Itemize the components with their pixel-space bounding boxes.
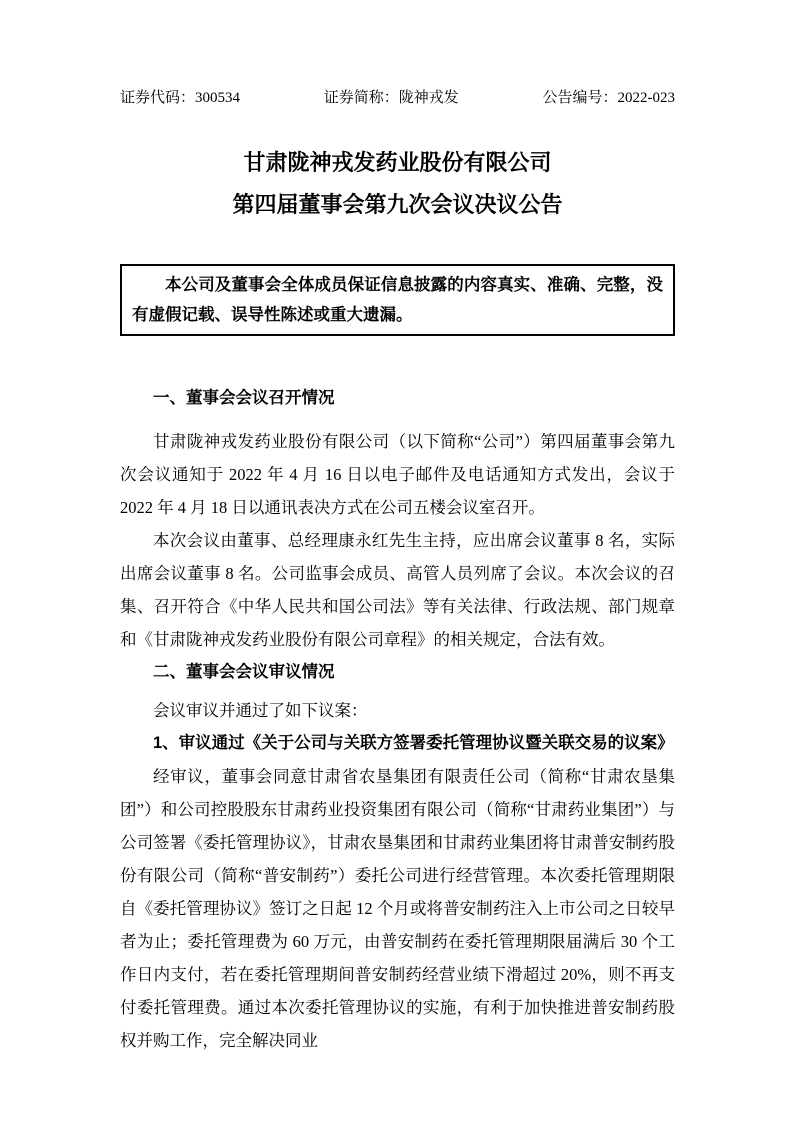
section-2-intro: 会议审议并通过了如下议案：	[153, 701, 368, 720]
section-1-paragraph-1: 甘肃陇神戎发药业股份有限公司（以下简称“公司”）第四届董事会第九次会议通知于 2022 年 4 月 16 日以电子邮件及电话通知方式发出，会议于 2022 年 4 月 18 日以通讯表决方式在公司五楼会议室召开。	[120, 432, 675, 517]
resolution-1-body: 经审议，董事会同意甘肃省农垦集团有限责任公司（简称“甘肃农垦集团”）和公司控股股东甘肃药业投资集团有限公司（简称“甘肃药业集团”）与公司签署《委托管理协议》，甘肃农垦集团和甘肃药业集团将甘肃普安制药股份有限公司（简称“普安制药”）委托公司进行经营管理。本次委托管理期限自《委托管理协议》签订之日起 12 个月或将普安制药注入上市公司之日较早者为止；委托管理费为 60 万元，由普安制药在委托管理期限届满后 30 个工作日内支付，若在委托管理期间普安制药经营业绩下滑超过 20%，则不再支付委托管理费。通过本次委托管理协议的实施，有利于加快推进普安制药股权并购工作，完全解决同业	[120, 767, 675, 1050]
resolution-1-heading: 1、审议通过《关于公司与关联方签署委托管理协议暨关联交易的议案》	[153, 734, 674, 752]
disclaimer-box	[120, 264, 675, 336]
section-1-paragraph-2: 本次会议由董事、总经理康永红先生主持，应出席会议董事 8 名，实际出席会议董事 8 名。公司监事会成员、高管人员列席了会议。本次会议的召集、召开符合《中华人民共和国公司法》等有关法律、行政法规、部门规章和《甘肃陇神戎发药业股份有限公司章程》的相关规定，合法有效。	[120, 531, 675, 649]
section-2-heading: 二、董事会会议审议情况	[153, 663, 335, 681]
stock-code: 证券代码：300534	[120, 90, 241, 106]
title-line-1: 甘肃陇神戎发药业股份有限公司	[243, 150, 552, 175]
section-1-heading: 一、董事会会议召开情况	[153, 389, 335, 407]
title-line-2: 第四届董事会第九次会议决议公告	[232, 192, 563, 217]
stock-name: 证券简称：陇神戎发	[323, 90, 459, 106]
document-header	[120, 88, 675, 108]
announcement-number: 公告编号：2022-023	[542, 90, 675, 106]
disclaimer-text: 本公司及董事会全体成员保证信息披露的内容真实、准确、完整，没有虚假记载、误导性陈述或重大遗漏。	[132, 276, 663, 324]
document-title	[120, 142, 675, 226]
